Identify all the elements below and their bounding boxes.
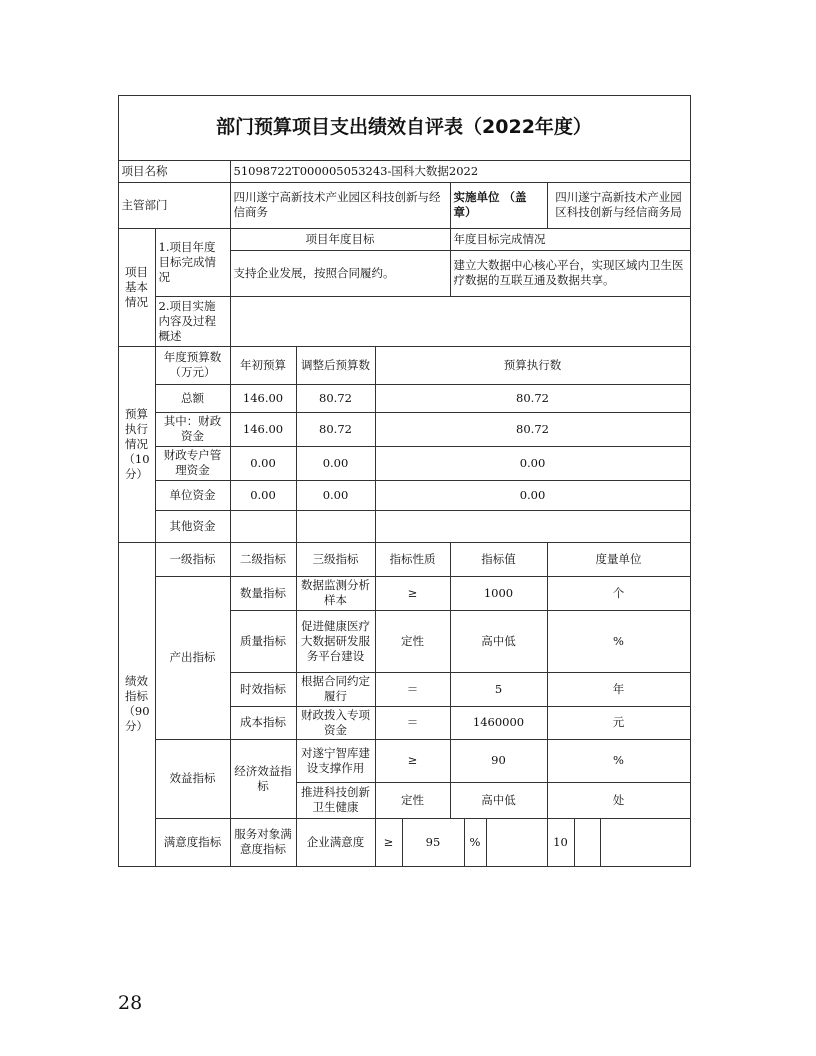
budget-cell [296, 412, 376, 447]
budget-row-label-text: 单位资金 [169, 487, 216, 502]
budget-row-label [155, 446, 231, 481]
perf-l2-cell-text: 服务对象满意度指标 [234, 827, 292, 856]
budget-header-cell [296, 346, 376, 385]
done-value-text: 建立大数据中心核心平台，实现区域内卫生医疗数据的互联互通及数据共享。 [453, 258, 684, 287]
budget-row-label [155, 412, 231, 447]
perf-l2-cell-text: 数量指标 [240, 585, 286, 600]
perf-l2-cell-text: 质量指标 [240, 633, 286, 648]
perf-cell-text: 高中低 [481, 792, 516, 807]
budget-cell-text: 0.00 [322, 455, 349, 470]
impl-content-label [155, 296, 231, 347]
perf-cell-text: ≥ [407, 753, 418, 767]
perf-l1-benefit-text: 效益指标 [169, 771, 216, 785]
perf-cell-text: 定性 [401, 792, 424, 807]
perf-cell [296, 576, 376, 611]
budget-section-label [118, 346, 156, 543]
perf-cell-text: 财政拨入专项资金 [301, 707, 370, 737]
perf-cell-text: 处 [612, 792, 625, 807]
perf-cell [375, 610, 451, 673]
budget-cell [230, 510, 297, 543]
dept-value [230, 182, 451, 229]
impl-content-value [230, 296, 691, 347]
budget-cell-text: 0.00 [519, 487, 546, 502]
budget-row-label-text: 总额 [181, 390, 204, 405]
goal-value-text: 支持企业发展，按照合同履约。 [233, 265, 395, 280]
perf-l1-satisfaction-text: 满意度指标 [163, 834, 222, 849]
perf-cell [450, 706, 548, 740]
budget-row-label [155, 480, 231, 511]
perf-cell-text: 促进健康医疗大数据研发服务平台建设 [301, 618, 370, 663]
perf-cell-text: ≥ [407, 585, 418, 600]
budget-row-label-text: 其他资金 [169, 518, 216, 533]
perf-l1-output-text: 产出指标 [169, 650, 216, 664]
perf-cell [450, 610, 548, 673]
perf-cell-text: ＝ [406, 715, 419, 729]
impl-unit-value-text: 四川遂宁高新技术产业园区科技创新与经信商务局 [555, 190, 682, 219]
budget-cell-text: 146.00 [242, 421, 284, 436]
budget-cell [375, 412, 691, 447]
sat-cell-text: 10 [553, 834, 568, 849]
budget-cell-text: 146.00 [242, 390, 284, 405]
perf-cell [547, 706, 691, 740]
budget-header-cell [375, 346, 691, 385]
perf-l2-cell [230, 672, 297, 707]
perf-cell-text: 1000 [483, 585, 514, 600]
perf-cell [450, 739, 548, 783]
budget-row-label-text: 财政专户管理资金 [163, 448, 222, 477]
perf-l2-cell [230, 818, 297, 867]
budget-cell-text: 0.00 [250, 455, 276, 470]
basic-section-label-text: 项目基本情况 [125, 264, 148, 309]
done-value [450, 250, 691, 297]
sat-cell [402, 818, 465, 867]
perf-header-cell [155, 542, 231, 577]
budget-header-cell [230, 346, 297, 385]
budget-section-label-text: 预算执行情况（10分） [123, 406, 150, 481]
perf-cell-text: 定性 [401, 633, 424, 648]
page-number: 28 [118, 992, 143, 1014]
impl-unit-label [450, 182, 548, 229]
perf-cell-text: 高中低 [481, 633, 516, 648]
sat-cell [600, 818, 691, 867]
perf-cell [296, 782, 376, 819]
perf-l2-cell-text: 时效指标 [240, 681, 286, 696]
budget-cell [375, 384, 691, 413]
budget-row-label [155, 510, 231, 543]
perf-cell [375, 706, 451, 740]
sat-cell [486, 818, 548, 867]
impl-unit-label-text: 实施单位 （盖章） [453, 190, 527, 219]
perf-header-cell [296, 542, 376, 577]
perf-cell-text: 1460000 [472, 715, 525, 729]
perf-cell [375, 576, 451, 611]
perf-cell [296, 610, 376, 673]
perf-cell [450, 782, 548, 819]
perf-header-cell-text: 一级指标 [169, 551, 216, 566]
perf-cell-text: % [613, 753, 624, 767]
perf-header-cell [230, 542, 297, 577]
perf-cell [296, 672, 376, 707]
budget-cell [375, 510, 691, 543]
perf-cell [547, 610, 691, 673]
perf-cell [296, 739, 376, 783]
budget-cell-text: 80.72 [319, 421, 352, 436]
dept-label [118, 182, 231, 229]
perf-cell-text: 年 [612, 681, 625, 696]
sat-cell [296, 818, 376, 867]
sat-cell-text: % [469, 834, 481, 849]
perf-cell-text: 数据监测分析样本 [301, 578, 370, 607]
budget-cell-text: 80.72 [516, 390, 549, 405]
form-title [118, 95, 691, 161]
budget-row-label [155, 384, 231, 413]
budget-cell [296, 446, 376, 481]
budget-cell [375, 446, 691, 481]
budget-cell [375, 480, 691, 511]
perf-cell-text: ＝ [406, 681, 419, 696]
done-col-header [450, 228, 691, 251]
perf-header-cell [547, 542, 691, 577]
perf-l2-cell [230, 739, 297, 819]
project-name-value-text: 51098722T000005053243-国科大数据2022 [233, 163, 479, 178]
budget-cell [230, 412, 297, 447]
project-name-label-text: 项目名称 [121, 163, 168, 178]
budget-header-cell-text: 预算执行数 [503, 357, 562, 372]
perf-l2-cell [230, 706, 297, 740]
budget-cell-text: 80.72 [516, 421, 549, 436]
perf-cell [547, 739, 691, 783]
budget-header-cell-text: 年度预算数（万元） [163, 350, 222, 379]
project-name-value [230, 160, 691, 183]
budget-cell-text: 0.00 [250, 487, 276, 502]
budget-cell-text: 0.00 [519, 455, 546, 470]
perf-header-cell-text: 度量单位 [595, 551, 642, 566]
perf-cell [547, 782, 691, 819]
budget-cell [230, 384, 297, 413]
perf-cell-text: 90 [491, 753, 506, 767]
perf-l2-cell-text: 经济效益指标 [234, 763, 292, 793]
perf-section-label [118, 542, 156, 867]
perf-l2-cell [230, 610, 297, 673]
perf-l2-cell [230, 576, 297, 611]
perf-header-cell-text: 指标值 [481, 551, 516, 566]
sat-cell [375, 818, 403, 867]
goal-value [230, 250, 451, 297]
sat-cell-text: ≥ [383, 834, 394, 849]
perf-cell-text: 根据合同约定履行 [301, 674, 370, 703]
perf-cell-text: % [613, 633, 624, 648]
perf-cell [375, 672, 451, 707]
project-name-label [118, 160, 231, 183]
budget-cell [296, 480, 376, 511]
sat-cell-text: 企业满意度 [306, 834, 365, 849]
perf-cell-text: 推进科技创新卫生健康 [301, 785, 370, 814]
perf-header-cell-text: 三级指标 [312, 551, 359, 566]
budget-header-cell-text: 年初预算 [240, 357, 286, 372]
perf-cell-text: 元 [612, 715, 625, 729]
perf-cell [375, 782, 451, 819]
budget-cell-text: 0.00 [322, 487, 349, 502]
sat-cell [574, 818, 601, 867]
perf-header-cell [375, 542, 451, 577]
impl-content-label-text: 2.项目实施内容及过程概述 [158, 298, 216, 343]
perf-cell [450, 576, 548, 611]
dept-value-text: 四川遂宁高新技术产业园区科技创新与经信商务 [233, 190, 441, 219]
budget-cell [230, 480, 297, 511]
budget-cell [230, 446, 297, 481]
dept-label-text: 主管部门 [121, 197, 168, 212]
perf-header-cell-text: 二级指标 [240, 551, 286, 566]
perf-cell-text: 对遂宁智库建设支撑作用 [301, 745, 370, 775]
perf-l1-benefit [155, 739, 231, 819]
done-col-header-text: 年度目标完成情况 [453, 231, 546, 246]
budget-cell [296, 510, 376, 543]
form-title-text: 部门预算项目支出绩效自评表（2022年度） [216, 116, 592, 138]
budget-cell-text: 80.72 [319, 390, 352, 405]
perf-cell-text: 5 [494, 681, 503, 696]
perf-l1-output [155, 576, 231, 740]
basic-section-label [118, 228, 156, 347]
perf-cell-text: 个 [612, 585, 625, 600]
perf-header-cell [450, 542, 548, 577]
goal-label [155, 228, 231, 297]
budget-cell [296, 384, 376, 413]
perf-cell [547, 672, 691, 707]
sat-cell [547, 818, 575, 867]
perf-section-label-text: 绩效指标（90分） [123, 674, 150, 733]
goal-col-header-text: 项目年度目标 [305, 231, 375, 246]
sat-cell [464, 818, 487, 867]
impl-unit-value [547, 182, 691, 229]
goal-col-header [230, 228, 451, 251]
perf-cell [296, 706, 376, 740]
perf-header-cell-text: 指标性质 [389, 551, 436, 566]
budget-row-label-text: 其中：财政资金 [163, 414, 222, 443]
perf-l2-cell-text: 成本指标 [240, 715, 286, 729]
goal-label-text: 1.项目年度目标完成情况 [158, 239, 216, 284]
perf-l1-satisfaction [155, 818, 231, 867]
perf-cell [375, 739, 451, 783]
budget-header-cell-text: 调整后预算数 [301, 357, 370, 372]
perf-cell [450, 672, 548, 707]
sat-cell-text: 95 [425, 834, 441, 849]
perf-cell [547, 576, 691, 611]
budget-header-cell [155, 346, 231, 385]
